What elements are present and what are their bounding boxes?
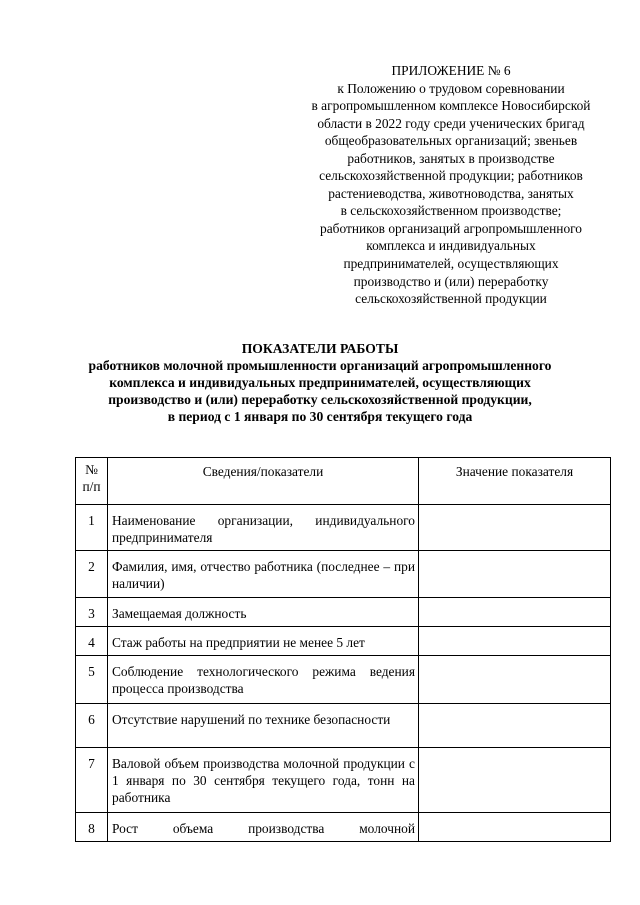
table-row [76,748,611,813]
row-indicator: Стаж работы на предприятии не менее 5 лет [108,627,419,656]
appendix-line: работников, занятых в производстве [347,150,555,166]
title-line: в период с 1 января по 30 сентября текущего года [167,409,473,424]
row-indicator: Наименование организации, индивидуального предпринимателя [108,505,419,551]
appendix-line: предпринимателей, осуществляющих [343,256,559,272]
appendix-block [286,62,616,308]
row-indicator: Фамилия, имя, отчество работника (последнее – при наличии) [108,551,419,598]
appendix-line: общеобразовательных организаций; звеньев [324,133,578,149]
table-row [76,656,611,704]
header-value: Значение показателя [419,458,611,505]
appendix-line: производство и (или) переработку [353,273,549,289]
row-number: 1 [76,505,108,551]
table-row [76,505,611,551]
header-indicators: Сведения/показатели [108,458,419,505]
table-row [76,627,611,656]
row-number: 4 [76,627,108,656]
table-row [76,598,611,627]
appendix-line: комплекса и индивидуальных [366,238,536,254]
row-value-cell [419,656,611,704]
row-number: 8 [76,813,108,842]
row-value-cell [419,704,611,748]
appendix-line: растениеводства, животноводства, занятых [328,185,574,201]
title-line: производство и (или) переработку сельскохозяйственной продукции, [108,392,532,407]
row-indicator: Замещаемая должность [108,598,419,627]
indicators-table [75,457,611,842]
row-number: 7 [76,748,108,813]
row-value-cell [419,748,611,813]
header-number-abbrev: п/п [82,479,101,494]
title-heading: ПОКАЗАТЕЛИ РАБОТЫ [241,341,399,356]
row-number: 6 [76,704,108,748]
appendix-line: сельскохозяйственной продукции; работников [319,168,583,184]
row-value-cell [419,551,611,598]
header-number [76,458,108,505]
title-line: комплекса и индивидуальных предпринимателей, осуществляющих [109,375,531,390]
appendix-line: сельскохозяйственной продукции [355,291,547,307]
table-header-row [76,458,611,505]
row-indicator: Валовой объем производства молочной продукции с 1 января по 30 сентября текущего года, тонн на работника [108,748,419,813]
appendix-line: области в 2022 году среди ученических бригад [317,115,585,131]
row-value-cell [419,627,611,656]
row-indicator: Рост объема производства молочной [108,813,419,842]
row-indicator: Отсутствие нарушений по технике безопасности [108,704,419,748]
row-number: 5 [76,656,108,704]
row-value-cell [419,813,611,842]
row-value-cell [419,505,611,551]
table-row [76,551,611,598]
row-value-cell [419,598,611,627]
row-indicator: Соблюдение технологического режима ведения процесса производства [108,656,419,704]
title-line: работников молочной промышленности организаций агропромышленного [88,358,552,373]
appendix-line: в сельскохозяйственном производстве; [340,203,562,219]
appendix-line: работников организаций агропромышленного [320,220,582,236]
appendix-line: к Положению о трудовом соревновании [337,80,565,96]
header-number-symbol: № [85,462,98,477]
document-title [40,340,600,425]
appendix-line: в агропромышленном комплексе Новосибирской [311,98,591,114]
row-number: 3 [76,598,108,627]
table-row [76,704,611,748]
table-row [76,813,611,842]
row-number: 2 [76,551,108,598]
appendix-heading: ПРИЛОЖЕНИЕ № 6 [391,63,511,78]
